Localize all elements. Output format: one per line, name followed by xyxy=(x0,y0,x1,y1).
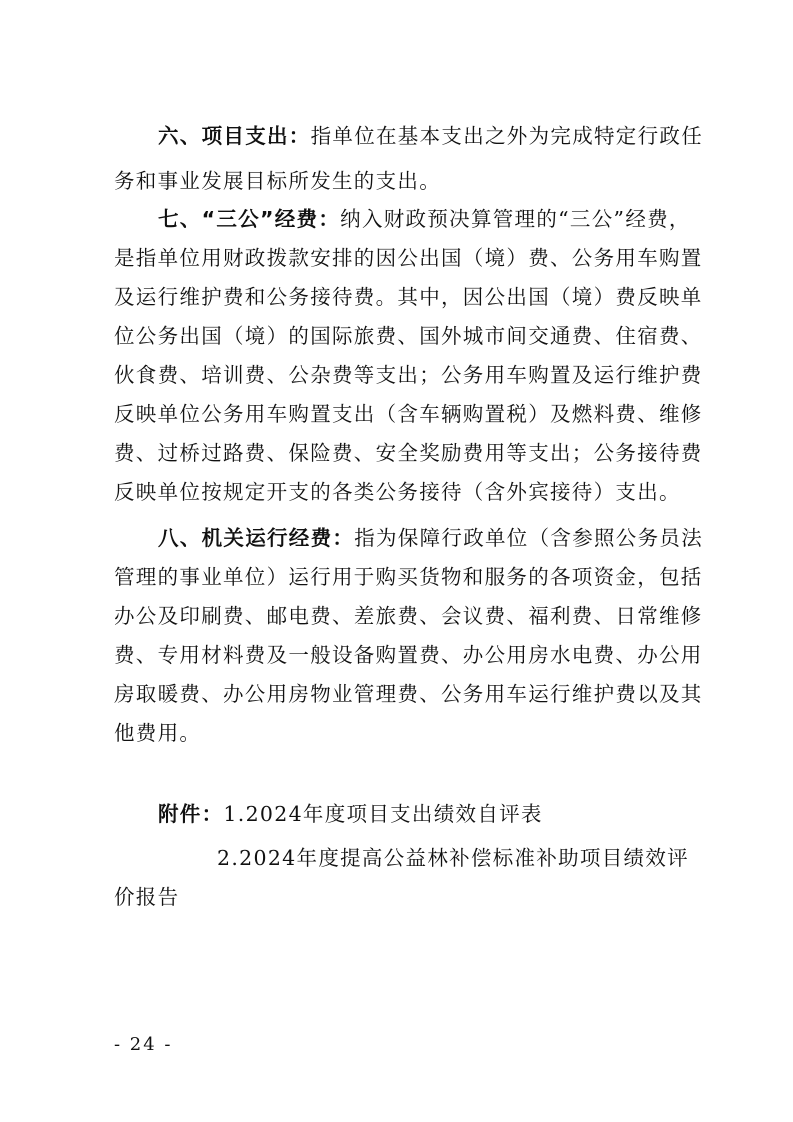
section7-line: 及运行维护费和公务接待费。其中，因公出国（境）费反映单 xyxy=(114,285,703,309)
section7-heading: 七、“三公”经费： xyxy=(158,207,341,231)
section6-text: 指单位在基本支出之外为完成特定行政任 xyxy=(310,124,704,148)
section7-line: 伙食费、培训费、公杂费等支出；公务用车购置及运行维护费 xyxy=(114,363,703,387)
attachment-item-2-continued: 价报告 xyxy=(114,885,180,909)
page-number: - 24 - xyxy=(114,1034,173,1055)
section6-heading: 六、项目支出： xyxy=(158,124,311,148)
section8-first-line xyxy=(158,523,704,553)
section8-line: 费、专用材料费及一般设备购置费、办公用房水电费、办公用 xyxy=(114,643,703,667)
section8-line: 管理的事业单位）运行用于购买货物和服务的各项资金，包括 xyxy=(114,565,703,589)
section7-line: 位公务出国（境）的国际旅费、国外城市间交通费、住宿费、 xyxy=(114,324,703,348)
attachment-item-2: 2.2024年度提高公益林补偿标准补助项目绩效评 xyxy=(217,846,689,870)
section8-line: 房取暖费、办公用房物业管理费、公务用车运行维护费以及其 xyxy=(114,682,703,706)
section7-line: 是指单位用财政拨款安排的因公出国（境）费、公务用车购置 xyxy=(114,246,703,270)
attachment-item-1: 1.2024年度项目支出绩效自评表 xyxy=(223,802,543,826)
section7-first-line xyxy=(158,204,691,234)
section8-line: 他费用。 xyxy=(114,721,202,745)
section8-heading: 八、机关运行经费： xyxy=(158,526,355,550)
section8-text: 指为保障行政单位（含参照公务员法 xyxy=(354,526,704,550)
section6-first-line xyxy=(158,121,704,151)
attachment-line-1 xyxy=(158,799,684,829)
section8-line: 办公及印刷费、邮电费、差旅费、会议费、福利费、日常维修 xyxy=(114,604,703,628)
section7-line: 反映单位按规定开支的各类公务接待（含外宾接待）支出。 xyxy=(114,480,681,504)
section6-line-2: 务和事业发展目标所发生的支出。 xyxy=(114,169,441,193)
section7-line: 费、过桥过路费、保险费、安全奖励费用等支出；公务接待费 xyxy=(114,441,703,465)
section7-line: 反映单位公务用车购置支出（含车辆购置税）及燃料费、维修 xyxy=(114,402,703,426)
attachment-label: 附件： xyxy=(158,802,224,826)
section7-text: 纳入财政预决算管理的“三公”经费， xyxy=(340,207,691,231)
